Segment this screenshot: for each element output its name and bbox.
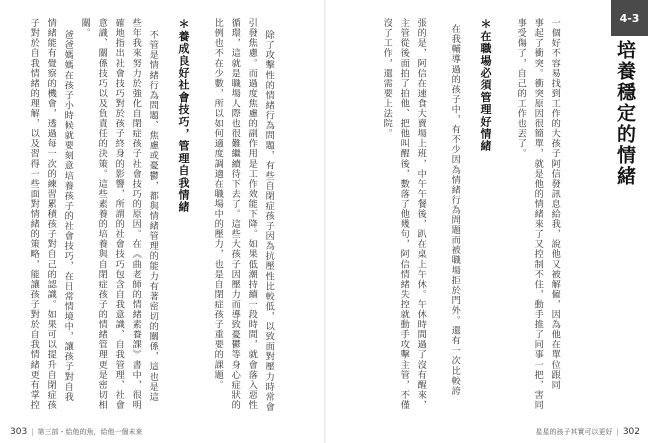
page-number: 302	[622, 427, 640, 437]
chapter-badge: 4-3	[611, 0, 648, 36]
body-column: 不管是情緒行為問題、焦慮或憂鬱，都與情緒管理的能力有著密切的關係，這也是這	[147, 30, 159, 402]
page-gutter	[324, 0, 326, 443]
footer-left: 303 | 第三部・給他的魚，給他一個未來	[10, 427, 143, 437]
body-column: 主管從後面拍了拍他、把他叫醒後，數落了他幾句，阿信情緒失控就動手攻擊主管，不僅	[398, 18, 410, 410]
body-column: 張的是，阿信在速食大賣場上班，中午午餐後，趴在桌上午休。午休時間過了沒有醒來，	[415, 18, 427, 410]
body-column: 意識、關係技巧以及負責任的決策。這些素養的培養與自閉症孩子的情緒管理更是密切相	[96, 18, 108, 410]
body-column: 確地指出社會技巧對於孩子終身的影響，所謂的社會技巧包含自我意識、自我管理、社會	[113, 18, 125, 410]
body-column: 在我輔導過的孩子中，有不少因為情緒行為問題而被職場拒於門外。還有一次比較誇	[449, 24, 461, 396]
body-column: 比例也不在少數，所以如何適度調適在職場中的壓力，也是自閉症孩子重要的課題。	[212, 18, 224, 390]
section-heading: ＊在職場必須管理好情緒	[479, 18, 492, 153]
running-title: 第三部・給他的魚，給他一個未來	[37, 428, 143, 436]
body-column: 事受傷了，自己的工作也丟了。	[515, 18, 527, 159]
body-column: 引發焦慮。而過度焦慮的副作用是工作效能下降。如果低潮持續一段時間，就會落入惡性	[246, 18, 258, 410]
body-column: 除了攻擊性的情緒行為問題，有些自閉症孩子因為抗壓性比較低，以致面對壓力時常會	[263, 30, 275, 412]
footer-right: 星星的孩子其實可以更好 | 302	[535, 427, 640, 437]
body-column: 情緒能有覺察的機會，透過每一次的練習累積孩子對自己的認識。如果可以提升自閉症孩	[45, 18, 57, 410]
body-column: 子對於自我情緒的理解，以及習得一些面對情緒的策略，能讓孩子對於自我情緒更有掌控	[28, 18, 40, 410]
body-column: 些年我來努力於強化自閉症孩子社會技巧的原因。在《曲老師的情緒素養課》書中，很明	[130, 18, 142, 410]
body-column: 關。	[79, 18, 91, 39]
running-title: 星星的孩子其實可以更好	[535, 428, 613, 436]
section-heading: ＊養成良好社會技巧，管理自我情緒	[177, 18, 190, 214]
body-column: 循環，這就是職場人際也很難繼續待下去了。這些大孩子因壓力而導致憂鬱等身心症狀的	[229, 18, 241, 410]
body-column: 爸爸媽媽在孩子小時候就要刻意培養孩子的社會技巧，在日常情境中，讓孩子對自我	[62, 30, 74, 402]
body-column: 一個好不容易找到工作的大孩子阿信發訊息給我，說他又被解僱，因為他在單位跟同	[549, 18, 561, 390]
body-column: 事起了衝突。衝突原因很簡單，就是他的情緒來了又控制不住，動手推了同事一把，害同	[532, 18, 544, 410]
page-number: 303	[10, 427, 28, 437]
section-title: 培養穩定的情緒	[614, 40, 636, 187]
body-column: 沒了工作，還需要上法院。	[381, 18, 393, 139]
